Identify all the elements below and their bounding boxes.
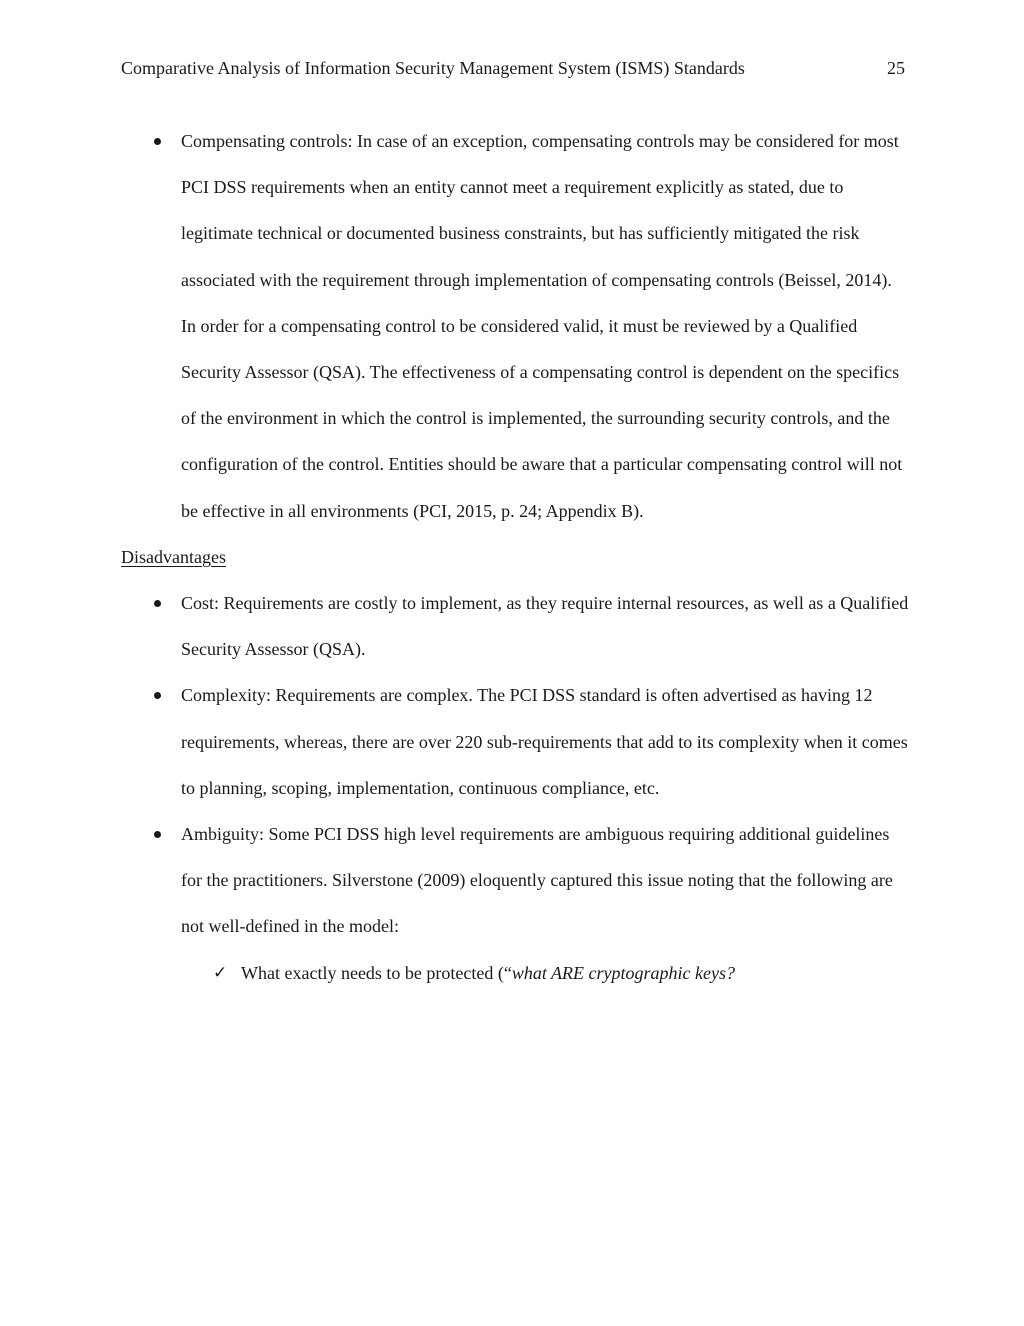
page-body [121,118,911,996]
bullet-dot-icon [150,672,164,718]
list-item-text: Complexity: Requirements are complex. The PCI DSS standard is often advertised as having 12 requirements, whereas, there are over 220 sub-requirements that add to its complexity when it comes to planning, scoping, implementation, continuous compliance, etc. [181,685,908,798]
list-item-ambiguity [121,811,911,950]
list-item-text: Cost: Requirements are costly to implement, as they require internal resources, as well as a Qualified Security Assessor (QSA). [181,593,909,660]
bullet-dot-icon [150,580,164,626]
sub-item-text: What exactly needs to be protected (“ [241,962,512,983]
bullet-dot-icon [150,118,164,164]
list-item-text: Compensating controls: In case of an exception, compensating controls may be considered for most PCI DSS requirements when an entity cannot meet a requirement explicitly as stated, due to legitimate technical or documented business constraints, but has sufficiently mitigated the risk associated with the requirement through implementation of compensating controls (Beissel, 2014). In order for a compensating control to be considered valid, it must be reviewed by a Qualified Security Assessor (QSA). The effectiveness of a compensating control is dependent on the specifics of the environment in which the control is implemented, the surrounding security controls, and the configuration of the control. Entities should be aware that a particular compensating control will not be effective in all environments (PCI, 2015, p. 24; Appendix B). [181,131,903,521]
running-header [121,58,905,84]
header-title: Comparative Analysis of Information Security Management System (ISMS) Standards [121,58,745,78]
sub-item-italic-text: what ARE cryptographic keys? [511,962,735,983]
section-heading-disadvantages: Disadvantages [121,546,226,567]
list-item-complexity [121,672,911,811]
bullet-dot-icon [150,811,164,857]
checkmark-icon: ✓ [213,962,228,983]
page-number: 25 [887,58,905,78]
list-item-cost [121,580,911,672]
list-item-compensating-controls [121,118,911,534]
sub-list-item-cryptographic-keys [121,950,911,996]
list-item-text: Ambiguity: Some PCI DSS high level requirements are ambiguous requiring additional guidelines for the practitioners. Silverstone (2009) eloquently captured this issue noting that the following are not well-defined in the model: [181,824,893,937]
